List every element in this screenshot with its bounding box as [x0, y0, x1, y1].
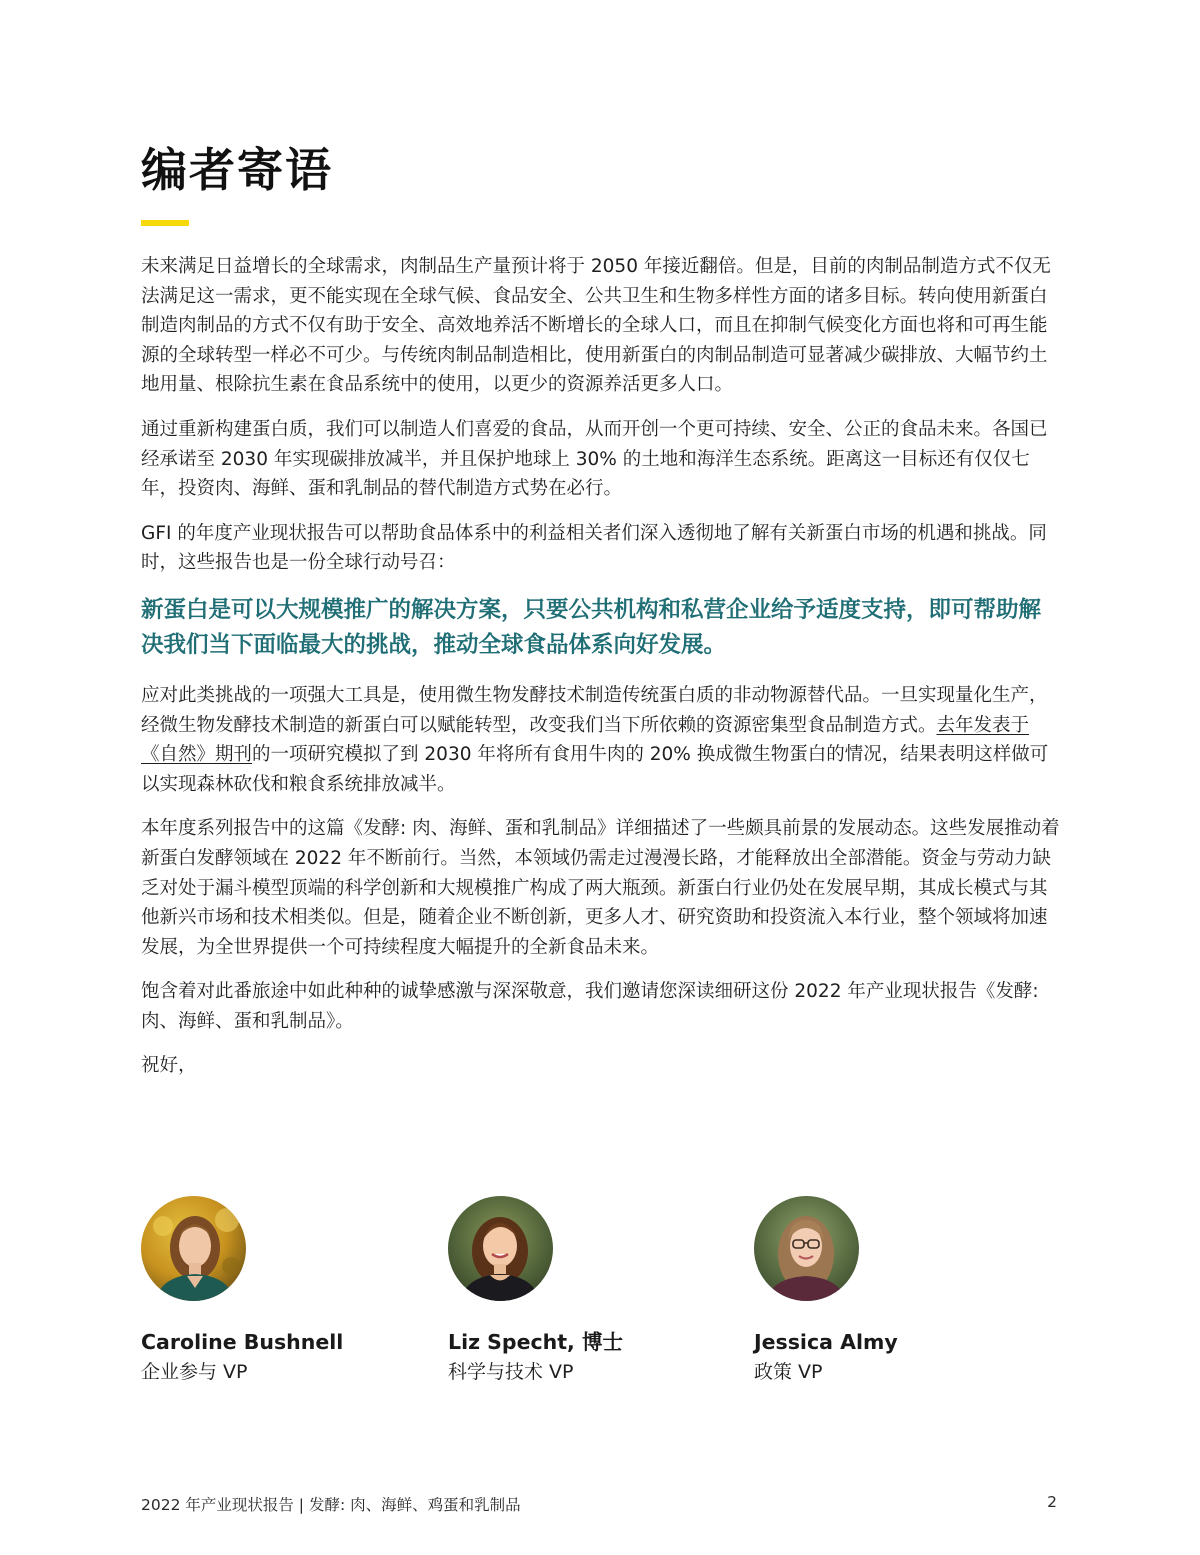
avatar-jessica-almy	[754, 1196, 859, 1301]
signer-caroline-bushnell	[141, 1196, 441, 1387]
paragraph-6: 饱含着对此番旅途中如此种种的诚挚感激与深深敬意，我们邀请您深读细研这份 2022 年产业现状报告《发酵: 肉、海鲜、蛋和乳制品》。	[141, 981, 1039, 1032]
paragraph-1: 未来满足日益增长的全球需求，肉制品生产量预计将于 2050 年接近翻倍。但是，目前的肉制品制造方式不仅无法满足这一需求，更不能实现在全球气候、食品安全、公共卫生和生物多样性方面的诸多目标。转向使用新蛋白制造肉制品的方式不仅有助于安全、高效地养活不断增长的全球人口，而且在抑制气候变化方面也将和可再生能源的全球转型一样必不可少。与传统肉制品制造相比，使用新蛋白的肉制品制造可显著减少碳排放、大幅节约土地用量、根除抗生素在食品系统中的使用，以更少的资源养活更多人口。	[141, 256, 1051, 396]
paragraph-2: 通过重新构建蛋白质，我们可以制造人们喜爱的食品，从而开创一个更可持续、安全、公正的食品未来。各国已经承诺至 2030 年实现碳排放减半，并且保护地球上 30% 的土地和海洋生态系统。距离这一目标还有仅仅七年，投资肉、海鲜、蛋和乳制品的替代制造方式势在必行。	[141, 418, 1048, 500]
paragraph-4-text-after: 的一项研究模拟了到 2030 年将所有食用牛肉的 20% 换成微生物蛋白的情况，结果表明这样做可以实现森林砍伐和粮食系统排放减半。	[141, 744, 1049, 795]
signer-role: 科学与技术 VP	[448, 1361, 574, 1383]
paragraph-4	[141, 681, 1061, 799]
nature-article-link[interactable]: 去年发表于《自然》期刊	[141, 714, 1030, 766]
avatar-caroline-bushnell	[141, 1196, 246, 1301]
letter-body	[141, 252, 1061, 1096]
signer-name: Jessica Almy	[754, 1330, 898, 1354]
signer-role: 企业参与 VP	[141, 1361, 248, 1383]
avatar-liz-specht	[448, 1196, 553, 1301]
callout-quote: 新蛋白是可以大规模推广的解决方案，只要公共机构和私营企业给予适度支持，即可帮助解决我们当下面临最大的挑战，推动全球食品体系向好发展。	[141, 596, 1042, 658]
signer-liz-specht	[448, 1196, 748, 1387]
paragraph-5: 本年度系列报告中的这篇《发酵: 肉、海鲜、蛋和乳制品》详细描述了一些颇具前景的发展动态。这些发展推动着新蛋白发酵领域在 2022 年不断前行。当然，本领域仍需走过漫漫长路，才能释放出全部潜能。资金与劳动力缺乏对处于漏斗模型顶端的科学创新和大规模推广构成了两大瓶颈。新蛋白行业仍处在发展早期，其成长模式与其他新兴市场和技术相类似。但是，随着企业不断创新，更多人才、研究资助和投资流入本行业，整个领域将加速发展，为全世界提供一个可持续程度大幅提升的全新食品未来。	[141, 818, 1060, 958]
signer-name: Caroline Bushnell	[141, 1330, 344, 1354]
closing-salutation: 祝好，	[141, 1055, 197, 1077]
page-number: 2	[1047, 1493, 1057, 1511]
title-accent-rule	[141, 220, 189, 226]
paragraph-4-text-before: 应对此类挑战的一项强大工具是，使用微生物发酵技术制造传统蛋白质的非动物源替代品。一旦实现量化生产，经微生物发酵技术制造的新蛋白可以赋能转型，改变我们当下所依赖的资源密集型食品制造方式。	[141, 684, 1048, 736]
signatories	[141, 1196, 1061, 1396]
page-title: 编者寄语	[141, 143, 333, 197]
signer-jessica-almy	[754, 1196, 1054, 1387]
signer-role: 政策 VP	[754, 1361, 823, 1383]
signer-name: Liz Specht, 博士	[448, 1330, 623, 1354]
footer-report-title: 2022 年产业现状报告 | 发酵: 肉、海鲜、鸡蛋和乳制品	[141, 1496, 521, 1514]
paragraph-3: GFI 的年度产业现状报告可以帮助食品体系中的利益相关者们深入透彻地了解有关新蛋白市场的机遇和挑战。同时，这些报告也是一份全球行动号召：	[141, 522, 1047, 574]
